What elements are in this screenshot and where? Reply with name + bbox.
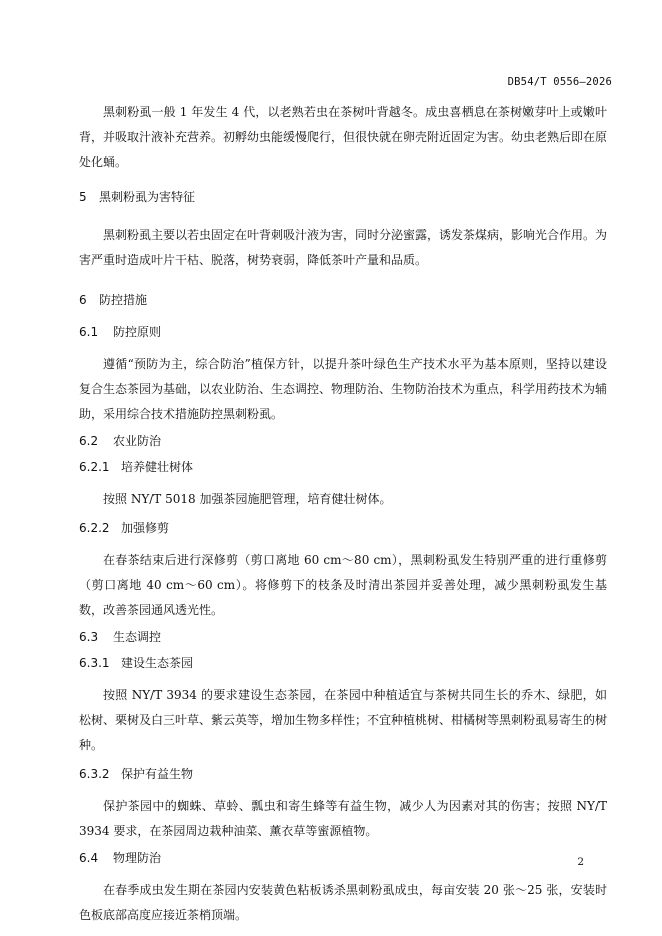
- paragraph-beneficial-organisms: 保护茶园中的蜘蛛、草蛉、瓢虫和寄生蜂等有益生物，减少人为因素对其的伤害；按照 NY/T 3934 要求，在茶园周边栽种油菜、薰衣草等蜜源植物。: [79, 799, 607, 838]
- section-6-3-2-heading: [79, 764, 607, 784]
- section-number: 6.3.1: [79, 656, 110, 670]
- section-title: 农业防治: [113, 434, 162, 448]
- section-number: 5: [79, 190, 87, 204]
- section-number: 6.2.1: [79, 460, 110, 474]
- section-6-2-heading: [79, 431, 607, 451]
- paragraph-ecological-garden: 按照 NY/T 3934 的要求建设生态茶园，在茶园中种植适宜与茶树共同生长的乔木、绿肥，如松树、栗树及白三叶草、紫云英等，增加生物多样性；不宜种植桃树、柑橘树等黑刺粉虱易寄生的树种。: [79, 688, 608, 752]
- section-6-3-1-heading: [79, 653, 607, 673]
- standard-code: DB54/T 0556—2026: [507, 76, 612, 88]
- paragraph-control-principle: 遵循“预防为主，综合防治”植保方针，以提升茶叶绿色生产技术水平为基本原则，坚持以建设复合生态茶园为基础，以农业防治、生态调控、物理防治、生物防治技术为重点，科学用药技术为辅助，采用综合技术措施防控黑刺粉虱。: [79, 357, 608, 421]
- section-6-heading: [79, 290, 607, 310]
- section-6-2-2-heading: [79, 518, 607, 538]
- paragraph-fertilization: 按照 NY/T 5018 加强茶园施肥管理，培育健壮树体。: [103, 492, 392, 506]
- section-title: 培养健壮树体: [121, 460, 194, 474]
- page-number: 2: [577, 856, 584, 868]
- paragraph-pruning: 在春茶结束后进行深修剪（剪口离地 60 cm～80 cm），黑刺粉虱发生特别严重的进行重修剪（剪口离地 40 cm～60 cm）。将修剪下的枝条及时清出茶园并妥善处理，减少黑刺粉虱发生基数，改善茶园通风透光性。: [79, 553, 607, 617]
- section-number: 6.2.2: [79, 521, 110, 535]
- section-title: 加强修剪: [121, 521, 170, 535]
- section-title: 物理防治: [113, 851, 162, 865]
- section-number: 6.1: [79, 325, 99, 339]
- section-number: 6.3: [79, 630, 99, 644]
- section-6-3-heading: [79, 627, 607, 647]
- section-title: 生态调控: [113, 630, 162, 644]
- section-6-4-heading: [79, 848, 607, 868]
- section-6-2-1-heading: [79, 457, 607, 477]
- section-5-heading: [79, 187, 607, 207]
- section-title: 保护有益生物: [121, 767, 194, 781]
- paragraph-generation-habits: 黑刺粉虱一般 1 年发生 4 代，以老熟若虫在茶树叶背越冬。成虫喜栖息在茶树嫩芽叶上或嫩叶背，并吸取汁液补充营养。初孵幼虫能缓慢爬行，但很快就在卵壳附近固定为害。幼虫老熟后即在原处化蛹。: [79, 105, 608, 169]
- section-6-1-heading: [79, 322, 607, 342]
- section-number: 6.4: [79, 851, 99, 865]
- section-title: 建设生态茶园: [121, 656, 194, 670]
- paragraph-damage-features: 黑刺粉虱主要以若虫固定在叶背刺吸汁液为害，同时分泌蜜露，诱发茶煤病，影响光合作用。为害严重时造成叶片干枯、脱落，树势衰弱，降低茶叶产量和品质。: [79, 228, 608, 267]
- section-title: 黑刺粉虱为害特征: [99, 190, 196, 204]
- document-body: [79, 96, 607, 928]
- section-title: 防控原则: [113, 325, 162, 339]
- section-number: 6.2: [79, 434, 99, 448]
- section-title: 防控措施: [99, 293, 148, 307]
- section-number: 6: [79, 293, 87, 307]
- paragraph-physical-control: 在春季成虫发生期在茶园内安装黄色粘板诱杀黑刺粉虱成虫，每亩安装 20 张～25 张，安装时色板底部高度应接近茶梢顶端。: [79, 883, 607, 922]
- section-number: 6.3.2: [79, 767, 110, 781]
